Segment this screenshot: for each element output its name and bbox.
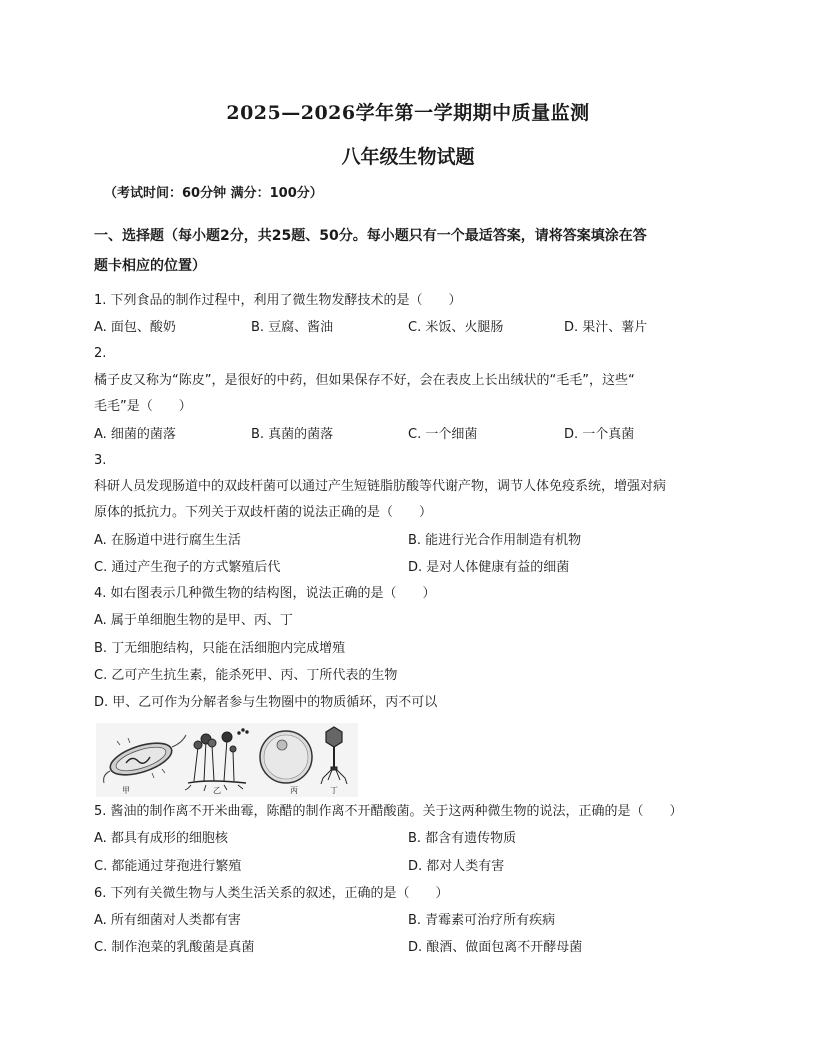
yeast-illustration [260, 731, 312, 783]
q1-option-a: A. 面包、酸奶 [94, 320, 176, 335]
q2-option-c: C. 一个细菌 [408, 427, 478, 442]
q1-option-b: B. 豆腐、酱油 [251, 320, 334, 335]
section-heading-line2: 题卡相应的位置） [94, 258, 206, 274]
question-5-options-row2 [94, 858, 724, 876]
q5-option-b: B. 都含有遗传物质 [408, 831, 517, 846]
figure-label-ding: 丁 [330, 786, 338, 795]
q6-option-b: B. 青霉素可治疗所有疾病 [408, 913, 556, 928]
q6-option-a: A. 所有细菌对人类都有害 [94, 913, 241, 928]
question-6-options-row1 [94, 912, 724, 930]
q3-option-c: C. 通过产生孢子的方式繁殖后代 [94, 560, 281, 575]
q2-option-b: B. 真菌的菌落 [251, 427, 334, 442]
q5-option-c: C. 都能通过芽孢进行繁殖 [94, 859, 242, 874]
q4-option-c: C. 乙可产生抗生素，能杀死甲、丙、丁所代表的生物 [94, 668, 398, 683]
exam-subtitle: 八年级生物试题 [341, 146, 475, 168]
figure-label-yi: 乙 [213, 786, 221, 795]
q5-option-d: D. 都对人类有害 [408, 859, 505, 874]
question-3-stem-line1: 科研人员发现肠道中的双歧杆菌可以通过产生短链脂肪酸等代谢产物，调节人体免疫系统，增强对病 [94, 479, 667, 494]
question-5-stem: 5. 酱油的制作离不开米曲霉，陈醋的制作离不开醋酸菌。关于这两种微生物的说法，正确的是（ ） [94, 804, 683, 819]
question-4-stem: 4. 如右图表示几种微生物的结构图，说法正确的是（ ） [94, 586, 436, 601]
question-2-stem-line1: 橘子皮又称为“陈皮”，是很好的中药，但如果保存不好，会在表皮上长出绒状的“毛毛”，这些“ [94, 373, 635, 388]
question-2-stem-line2: 毛毛”是（ ） [94, 399, 192, 414]
question-5-options-row1 [94, 830, 724, 848]
q4-option-a: A. 属于单细胞生物的是甲、丙、丁 [94, 613, 293, 628]
q3-option-d: D. 是对人体健康有益的细菌 [408, 560, 570, 575]
q1-option-c: C. 米饭、火腿肠 [408, 320, 504, 335]
question-3-options-row2 [94, 559, 724, 577]
section-heading-line1: 一、选择题（每小题2分，共25题、50分。每小题只有一个最适答案，请将答案填涂在答 [94, 228, 647, 244]
question-1-stem: 1. 下列食品的制作过程中，利用了微生物发酵技术的是（ ） [94, 293, 462, 308]
q6-option-d: D. 酿酒、做面包离不开酵母菌 [408, 940, 583, 955]
q6-option-c: C. 制作泡菜的乳酸菌是真菌 [94, 940, 255, 955]
question-3-number: 3. [94, 453, 107, 468]
question-2-options [94, 426, 724, 444]
figure-label-bing: 丙 [290, 786, 298, 795]
q4-option-b: B. 丁无细胞结构，只能在活细胞内完成增殖 [94, 641, 346, 656]
question-3-options-row1 [94, 532, 724, 550]
question-1-options [94, 319, 724, 337]
exam-title: 2025—2026学年第一学期期中质量监测 [226, 102, 590, 124]
question-3-stem-line2: 原体的抵抗力。下列关于双歧杆菌的说法正确的是（ ） [94, 505, 433, 520]
q4-option-d: D. 甲、乙可作为分解者参与生物圈中的物质循环，丙不可以 [94, 695, 438, 710]
microorganism-figure [96, 723, 358, 797]
q2-option-d: D. 一个真菌 [564, 427, 635, 442]
question-6-options-row2 [94, 939, 724, 957]
figure-label-jia: 甲 [122, 786, 130, 795]
question-6-stem: 6. 下列有关微生物与人类生活关系的叙述，正确的是（ ） [94, 886, 449, 901]
q1-option-d: D. 果汁、薯片 [564, 320, 648, 335]
q2-option-a: A. 细菌的菌落 [94, 427, 176, 442]
q5-option-a: A. 都具有成形的细胞核 [94, 831, 228, 846]
q3-option-a: A. 在肠道中进行腐生生活 [94, 533, 241, 548]
question-2-number: 2. [94, 346, 107, 361]
exam-info: （考试时间：60分钟 满分：100分） [104, 186, 323, 201]
q3-option-b: B. 能进行光合作用制造有机物 [408, 533, 582, 548]
